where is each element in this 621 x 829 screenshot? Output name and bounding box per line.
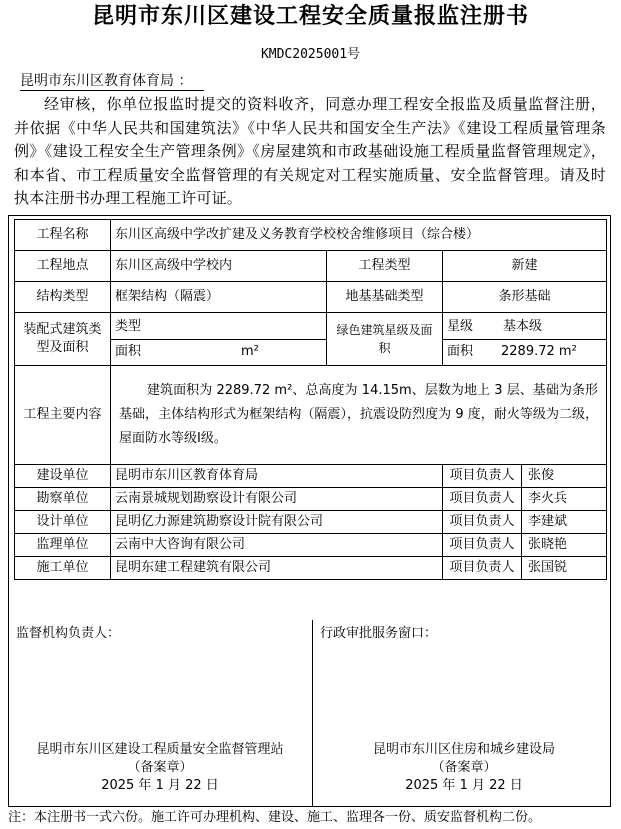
unit-role: 勘察单位 bbox=[15, 488, 111, 511]
prefab-area-label: 面积 bbox=[115, 343, 142, 359]
service-window-label: 行政审批服务窗口： bbox=[320, 626, 438, 641]
document-number: KMDC2025001号 bbox=[260, 47, 361, 62]
location-label: 工程地点 bbox=[15, 251, 111, 282]
row-project-name bbox=[15, 220, 607, 251]
unit-row bbox=[15, 511, 607, 534]
unit-lead-cell bbox=[443, 465, 607, 488]
supervisor-org: 昆明市东川区建设工程质量安全监督管理站 bbox=[36, 742, 284, 757]
service-window-seal: （备案章） bbox=[431, 760, 497, 775]
structure-value: 框架结构（隔震） bbox=[111, 282, 327, 313]
foundation-value: 条形基础 bbox=[443, 282, 607, 313]
unit-lead-label: 项目负责人 bbox=[443, 465, 522, 487]
unit-role: 建设单位 bbox=[15, 465, 111, 488]
unit-row bbox=[15, 465, 607, 488]
unit-name: 昆明亿力源建筑勘察设计院有限公司 bbox=[111, 511, 443, 534]
unit-lead-cell bbox=[443, 557, 607, 580]
row-overview bbox=[15, 366, 607, 465]
green-label: 绿色建筑星级及面积 bbox=[327, 313, 443, 366]
unit-name: 云南中大咨询有限公司 bbox=[111, 534, 443, 557]
supervisor-date: 2025 年 1 月 22 日 bbox=[101, 778, 219, 793]
unit-lead: 张国锐 bbox=[528, 560, 568, 575]
structure-label: 结构类型 bbox=[15, 282, 111, 313]
unit-row bbox=[15, 557, 607, 580]
unit-lead: 张晓艳 bbox=[528, 537, 568, 552]
prefab-area-row bbox=[111, 340, 326, 364]
footer-note: 注：本注册书一式六份。施工许可办理机构、建设、施工、监理各一份、质安监督机构二份。 bbox=[8, 810, 542, 825]
green-level-label: 星级 bbox=[447, 318, 474, 334]
overview-value: 建筑面积为 2289.72 m²、总高度为 14.15m、层数为地上 3 层、基础为条形基础，主体结构形式为框架结构（隔震），抗震设防烈度为 9 度，耐火等级为二级，屋面防水等级Ⅰ级。 bbox=[111, 366, 607, 465]
addressee-text: 昆明市东川区教育体育局 ： bbox=[20, 72, 204, 91]
unit-name: 昆明东建工程建筑有限公司 bbox=[111, 557, 443, 580]
signature-right bbox=[316, 622, 612, 806]
overview-label: 工程主要内容 bbox=[15, 366, 111, 465]
signature-left bbox=[12, 622, 308, 806]
unit-lead-cell bbox=[443, 488, 607, 511]
foundation-label: 地基基础类型 bbox=[327, 282, 443, 313]
prefab-value bbox=[111, 313, 327, 366]
supervisor-label: 监督机构负责人： bbox=[16, 626, 121, 641]
unit-lead-label: 项目负责人 bbox=[443, 488, 522, 510]
row-structure bbox=[15, 282, 607, 313]
unit-lead: 李建斌 bbox=[528, 514, 568, 529]
row-location bbox=[15, 251, 607, 282]
green-area-row bbox=[443, 340, 606, 364]
unit-lead-label: 项目负责人 bbox=[443, 511, 522, 533]
row-prefab bbox=[15, 313, 607, 366]
service-window-date: 2025 年 1 月 22 日 bbox=[405, 778, 523, 793]
unit-name: 昆明市东川区教育体育局 bbox=[111, 465, 443, 488]
unit-role: 施工单位 bbox=[15, 557, 111, 580]
addressee bbox=[20, 72, 204, 91]
location-value: 东川区高级中学校内 bbox=[111, 251, 327, 282]
green-value bbox=[443, 313, 607, 366]
unit-row bbox=[15, 488, 607, 511]
green-area-label: 面积 bbox=[447, 343, 474, 359]
prefab-label: 装配式建筑类型及面积 bbox=[15, 313, 111, 366]
supervisor-seal: （备案章） bbox=[127, 760, 193, 775]
unit-role: 设计单位 bbox=[15, 511, 111, 534]
green-area-value: 2289.72 m² bbox=[501, 343, 577, 359]
unit-row bbox=[15, 534, 607, 557]
unit-name: 云南景城规划勘察设计有限公司 bbox=[111, 488, 443, 511]
unit-role: 监理单位 bbox=[15, 534, 111, 557]
signature-divider bbox=[312, 620, 313, 807]
green-level-row bbox=[443, 315, 606, 340]
project-name-value: 东川区高级中学改扩建及义务教育学校校舍维修项目（综合楼） bbox=[111, 220, 607, 251]
prefab-area-unit: m² bbox=[241, 343, 259, 359]
green-level-value: 基本级 bbox=[503, 318, 543, 334]
unit-lead: 张俊 bbox=[528, 468, 555, 483]
type-label: 工程类型 bbox=[327, 251, 443, 282]
unit-lead-label: 项目负责人 bbox=[443, 557, 522, 579]
document-title: 昆明市东川区建设工程安全质量报监注册书 bbox=[91, 4, 529, 29]
project-name-label: 工程名称 bbox=[15, 220, 111, 251]
unit-lead-cell bbox=[443, 511, 607, 534]
unit-lead-cell bbox=[443, 534, 607, 557]
type-value: 新建 bbox=[443, 251, 607, 282]
unit-lead-label: 项目负责人 bbox=[443, 534, 522, 556]
unit-lead: 李火兵 bbox=[528, 491, 568, 506]
prefab-type-label: 类型 bbox=[111, 315, 326, 340]
registration-table bbox=[14, 219, 607, 580]
service-window-org: 昆明市东川区住房和城乡建设局 bbox=[372, 742, 555, 757]
intro-paragraph: 经审核，你单位报监时提交的资料收齐，同意办理工程安全报监及质量监督注册，并依据《中华人民共和国建筑法》《中华人民共和国安全生产法》《建设工程质量管理条例》《建设工程安全生产管理条例》《房屋建筑和市政基础设施工程质量监督管理规定》，和本省、市工程质量安全监督管理的有关规定对工程实施质量、安全监督管理。请及时执本注册书办理工程施工许可证。 bbox=[14, 95, 606, 207]
